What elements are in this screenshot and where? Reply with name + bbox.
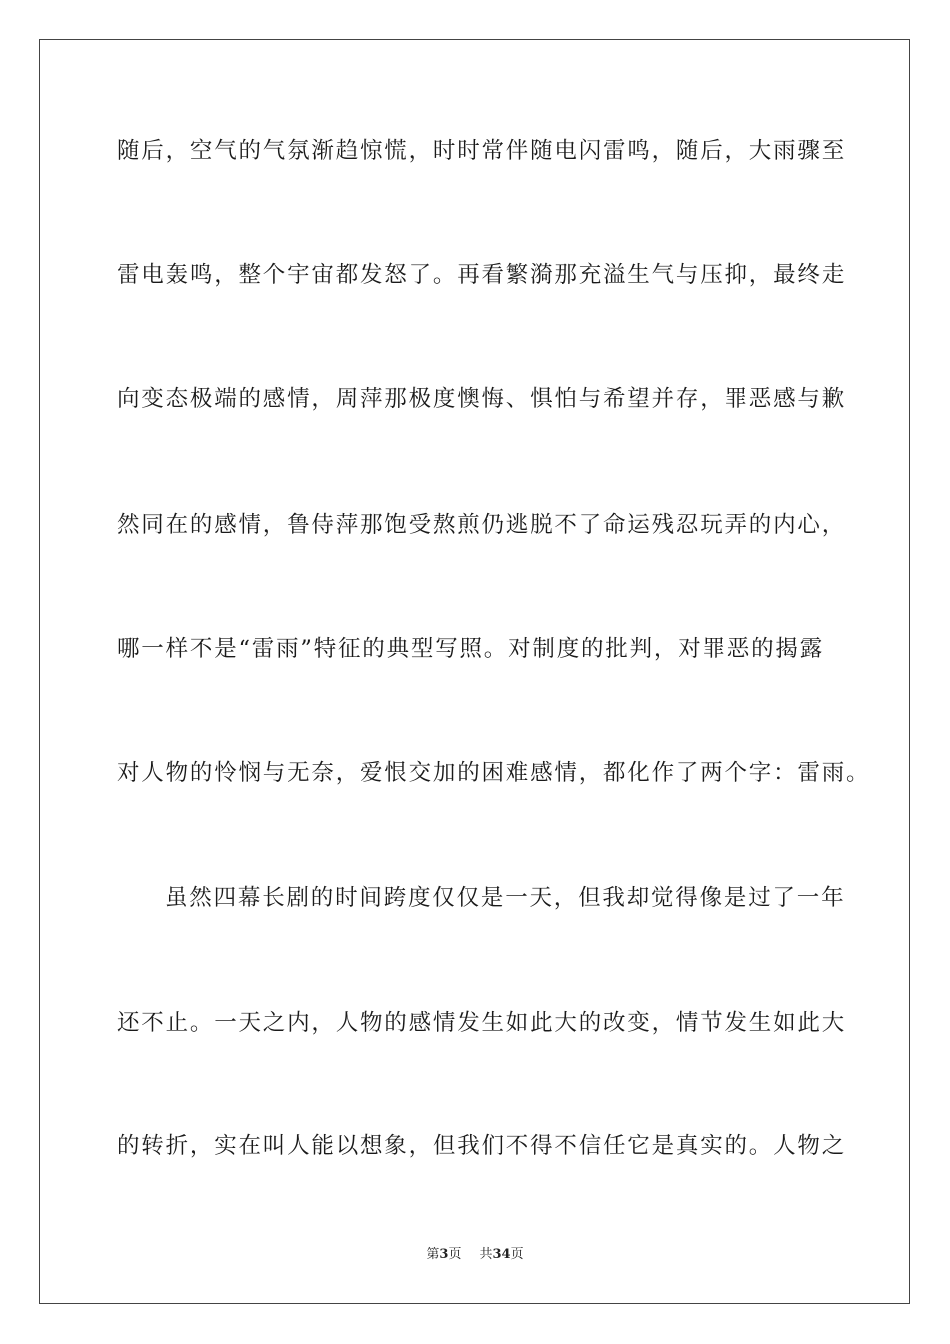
body-text-line: 雷电轰鸣，整个宇宙都发怒了。再看繁漪那充溢生气与压抑，最终走 [117, 262, 847, 288]
body-text-line: 还不止。一天之内，人物的感情发生如此大的改变，情节发生如此大 [117, 1010, 847, 1036]
page-prefix: 第 [426, 1247, 440, 1262]
paragraph-first-line: 虽然四幕长剧的时间跨度仅仅是一天，但我却觉得像是过了一年 [165, 885, 846, 911]
body-text-line: 然同在的感情，鲁侍萍那饱受熬煎仍逃脱不了命运残忍玩弄的内心， [117, 512, 847, 538]
total-pages: 34 [492, 1247, 511, 1262]
page-footer [0, 1246, 950, 1264]
page-number: 3 [439, 1247, 449, 1262]
body-text-line: 随后，空气的气氛渐趋惊慌，时时常伴随电闪雷鸣，随后，大雨骤至 [117, 138, 847, 164]
body-text-line: 对人物的怜悯与无奈，爱恨交加的困难感情，都化作了两个字：雷雨。 [117, 760, 871, 786]
body-text-line: 的转折，实在叫人能以想象，但我们不得不信任它是真实的。人物之 [117, 1133, 847, 1159]
page-suffix: 页 [448, 1247, 462, 1262]
total-suffix: 页 [510, 1247, 524, 1262]
page-border [39, 39, 910, 1304]
body-text-line: 向变态极端的感情，周萍那极度懊悔、惧怕与希望并存，罪恶感与歉 [117, 386, 847, 412]
body-text-line: 哪一样不是“雷雨”特征的典型写照。对制度的批判，对罪恶的揭露 [117, 636, 825, 662]
total-prefix: 共 [479, 1247, 493, 1262]
